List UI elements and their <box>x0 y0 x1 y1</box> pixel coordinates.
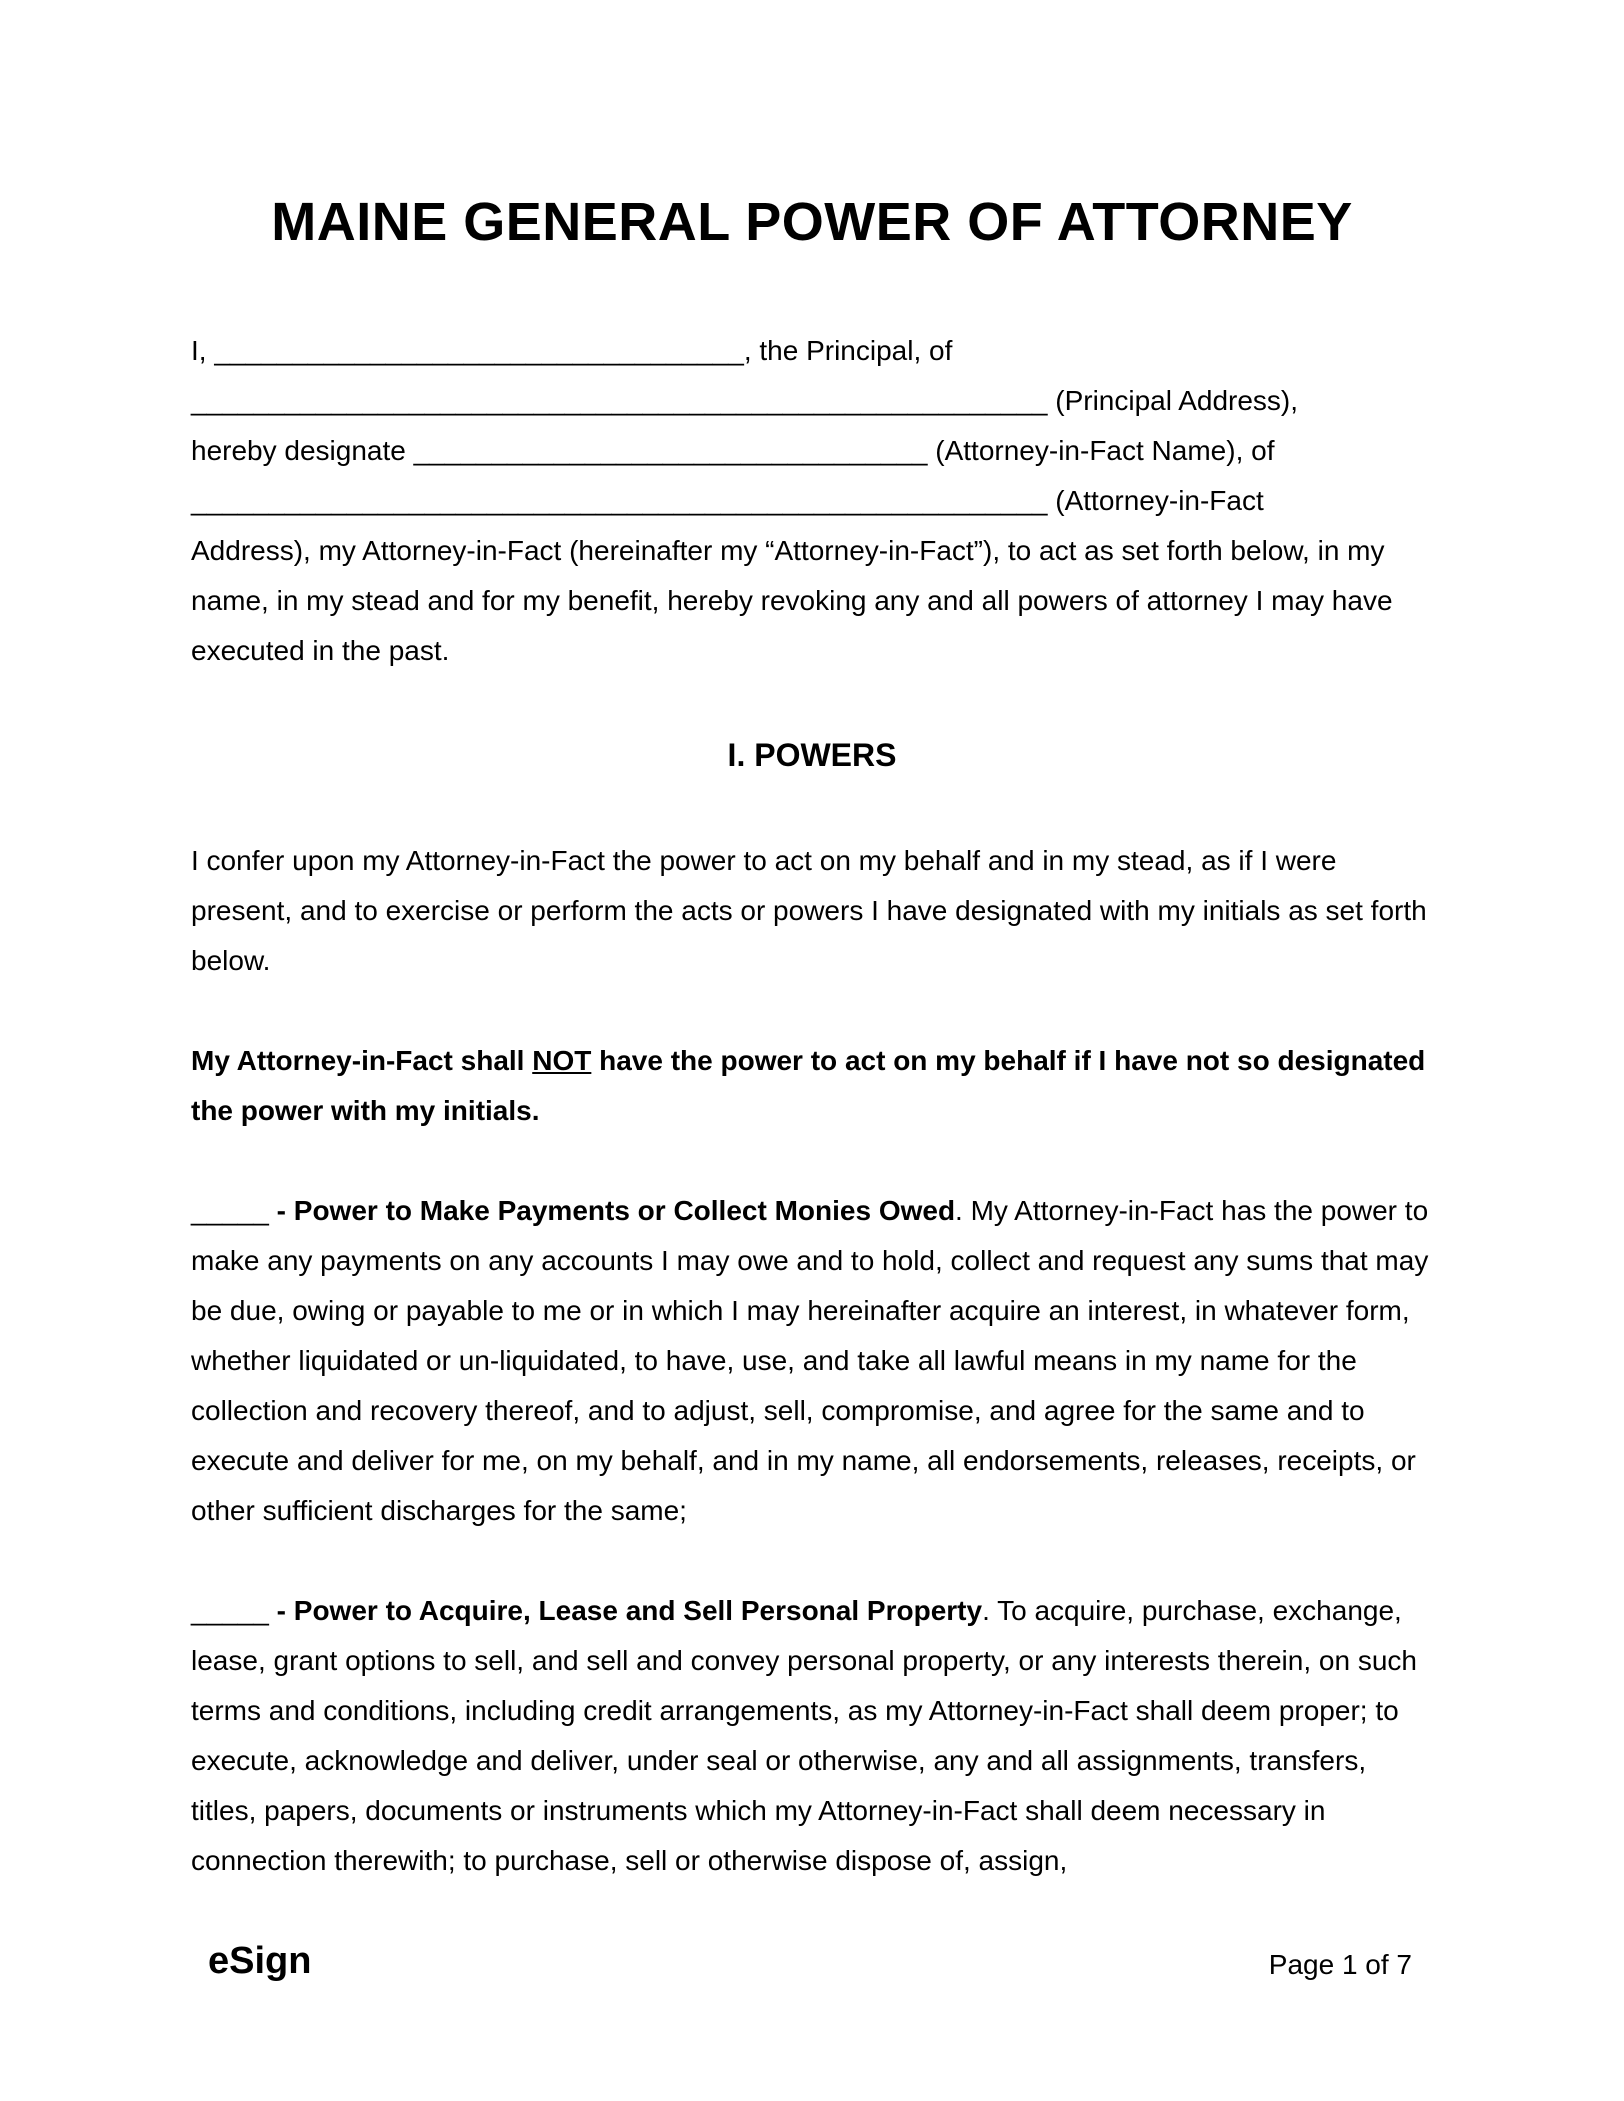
attorney-address-label: (Attorney-in-Fact <box>1055 485 1264 516</box>
power-personal-property <box>191 1586 1431 1886</box>
principal-address-blank: _______________________________________________________ <box>191 385 1048 416</box>
power-dash: - <box>268 1195 294 1226</box>
document-title: MAINE GENERAL POWER OF ATTORNEY <box>271 192 1353 252</box>
intro-prefix: I, <box>191 335 207 366</box>
power-title: Power to Make Payments or Collect Monies Owed <box>293 1195 956 1226</box>
attorney-name-blank: _________________________________ <box>413 435 928 466</box>
power-dash: - <box>268 1595 294 1626</box>
initials-blank: _____ <box>191 1595 269 1626</box>
page-number: Page 1 of 7 <box>1268 1949 1412 1980</box>
intro-line-1 <box>191 326 952 376</box>
powers-intro-paragraph: I confer upon my Attorney-in-Fact the power to act on my behalf and in my stead, as if I were present, and to exercise or perform the acts or powers I have designated with my initials as set forth below. <box>191 845 1427 976</box>
designate-label: hereby designate <box>191 435 406 466</box>
intro-line-2 <box>191 376 1298 426</box>
notice-text-pre: My Attorney-in-Fact shall <box>191 1045 533 1076</box>
intro-line-3 <box>191 426 1274 476</box>
section-heading-powers: I. POWERS <box>727 737 897 773</box>
power-body: . To acquire, purchase, exchange, lease, grant options to sell, and sell and convey personal property, or any interests therein, on such terms and conditions, including credit arrangements, as my Attorney-in-Fact shall deem proper; to execute, acknowledge and deliver, under seal or otherwise, any and all assignments, transfers, titles, papers, documents or instruments which my Attorney-in-Fact shall deem necessary in connection therewith; to purchase, sell or otherwise dispose of, assign, <box>191 1595 1417 1876</box>
intro-line-4 <box>191 476 1264 526</box>
attorney-address-blank: _______________________________________________________ <box>191 485 1048 516</box>
power-payments <box>191 1186 1431 1536</box>
principal-address-label: (Principal Address), <box>1055 385 1299 416</box>
notice-not-emphasis: NOT <box>532 1045 592 1076</box>
esign-logo: eSign <box>208 1940 312 1982</box>
power-title: Power to Acquire, Lease and Sell Personal Property <box>293 1595 983 1626</box>
initials-blank: _____ <box>191 1195 269 1226</box>
notice-text-post: have the power to act on my behalf if I have not so designated the power with my initials. <box>191 1045 1426 1126</box>
intro-continuation: Address), my Attorney-in-Fact (hereinafter my “Attorney-in-Fact”), to act as set forth below, in my name, in my stead and for my benefit, hereby revoking any and all powers of attorney I may have executed in the past. <box>191 535 1393 666</box>
power-body: . My Attorney-in-Fact has the power to make any payments on any accounts I may owe and to hold, collect and request any sums that may be due, owing or payable to me or in which I may hereinafter acquire an interest, in whatever form, whether liquidated or un-liquidated, to have, use, and take all lawful means in my name for the collection and recovery thereof, and to adjust, sell, compromise, and agree for the same and to execute and deliver for me, on my behalf, and in my name, all endorsements, releases, receipts, or other sufficient discharges for the same; <box>191 1195 1429 1526</box>
intro-principal-label: , the Principal, of <box>743 335 953 366</box>
principal-name-blank: __________________________________ <box>214 335 744 366</box>
initials-notice <box>191 1036 1431 1136</box>
attorney-name-label: (Attorney-in-Fact Name), of <box>935 435 1275 466</box>
